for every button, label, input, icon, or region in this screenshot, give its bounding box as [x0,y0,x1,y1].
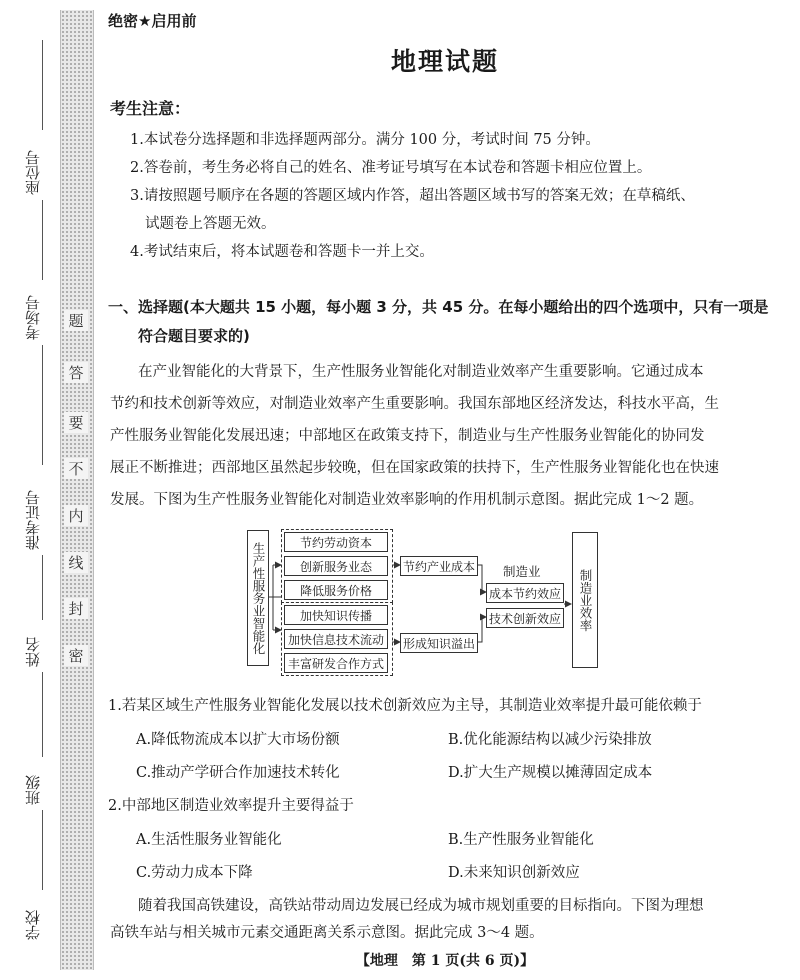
page-title: 地理试题 [390,47,499,76]
question-stem: 2.中部地区制造业效率提升主要得益于 [108,798,354,814]
option-a: A.生活性服务业智能化 [136,832,282,848]
option-b: B.生产性服务业智能化 [448,832,594,848]
option-a: A.降低物流成本以扩大市场份额 [136,732,340,748]
diagram-node: 技术创新效应 [486,608,564,628]
notice-item: 2.答卷前，考生务必将自己的姓名、准考证号填写在本试卷和答题卡相应位置上。 [130,160,652,176]
seal-char: 内 [64,505,88,526]
option-d: D.扩大生产规模以摊薄固定成本 [448,765,653,781]
option-d: D.未来知识创新效应 [448,865,580,881]
question-stem: 1.若某区域生产性服务业智能化发展以技术创新效应为主导，其制造业效率提升最可能依赖于 [108,698,702,714]
diagram-node: 节约产业成本 [400,556,478,576]
diagram-node: 丰富研发合作方式 [284,653,388,673]
seat-number-label: 座位号 [24,150,42,195]
diagram-node: 加快知识传播 [284,605,388,625]
passage-line: 在产业智能化的大背景下，生产性服务业智能化对制造业效率产生重要影响。它通过成本 [138,364,704,380]
seal-char: 题 [64,310,88,331]
option-c: C.劳动力成本下降 [136,865,253,881]
passage-line: 产性服务业智能化发展迅速；中部地区在政策支持下，制造业与生产性服务业智能化的协同发 [110,428,705,444]
seal-char: 不 [64,458,88,479]
diagram-node: 节约劳动资本 [284,532,388,552]
passage-line: 节约和技术创新等效应，对制造业效率产生重要影响。我国东部地区经济发达，科技水平高，生 [110,396,719,412]
diagram-node: 创新服务业态 [284,556,388,576]
option-c: C.推动产学研合作加速技术转化 [136,765,340,781]
diagram-node: 加快信息技术流动 [284,629,388,649]
page-footer: 【地理 第 1 页(共 6 页)】 [355,953,535,969]
seal-char: 答 [64,362,88,383]
diagram-industry-label: 制造业 [503,564,541,579]
class-label: 班级 [24,775,42,805]
diagram-node: 降低服务价格 [284,580,388,600]
seal-char: 要 [64,412,88,433]
diagram-node: 成本节约效应 [486,583,564,603]
school-label: 学校 [24,910,42,940]
name-label: 姓名 [24,637,42,667]
passage-line: 高铁车站与相关城市元素交通距离关系示意图。据此完成 3～4 题。 [110,925,544,941]
notice-item: 3.请按照题号顺序在各题的答题区域内作答，超出答题区域书写的答案无效；在草稿纸、 [130,188,695,204]
option-b: B.优化能源结构以减少污染排放 [448,732,652,748]
diagram-left-label: 生产性服务业智能化 [247,530,269,666]
exam-room-label: 考场号 [24,295,42,340]
section-heading: 一、选择题(本大题共 15 小题，每小题 3 分，共 45 分。在每小题给出的四个选项中，只有一项是 [108,298,769,316]
diagram-node: 形成知识溢出 [400,633,478,653]
passage-line: 随着我国高铁建设，高铁站带动周边发展已经成为城市规划重要的目标指向。下图为理想 [138,898,704,914]
passage-line: 发展。下图为生产性服务业智能化对制造业效率影响的作用机制示意图。据此完成 1～2 题。 [110,492,704,508]
seal-char: 密 [64,645,88,666]
diagram-right-label: 制造业效率 [572,532,598,668]
notice-heading: 考生注意： [110,99,191,118]
seal-char: 线 [64,552,88,573]
confidential-mark: 绝密★启用前 [108,12,197,30]
section-heading-cont: 符合题目要求的) [138,327,250,345]
notice-item: 试题卷上答题无效。 [145,216,276,232]
seal-char: 封 [64,598,88,619]
notice-item: 1.本试卷分选择题和非选择题两部分。满分 100 分，考试时间 75 分钟。 [130,132,600,148]
admission-number-label: 准考证号 [24,490,42,550]
notice-item: 4.考试结束后，将本试题卷和答题卡一并上交。 [130,244,434,260]
passage-line: 展正不断推进；西部地区虽然起步较晚，但在国家政策的扶持下，生产性服务业智能化也在快速 [110,460,719,476]
